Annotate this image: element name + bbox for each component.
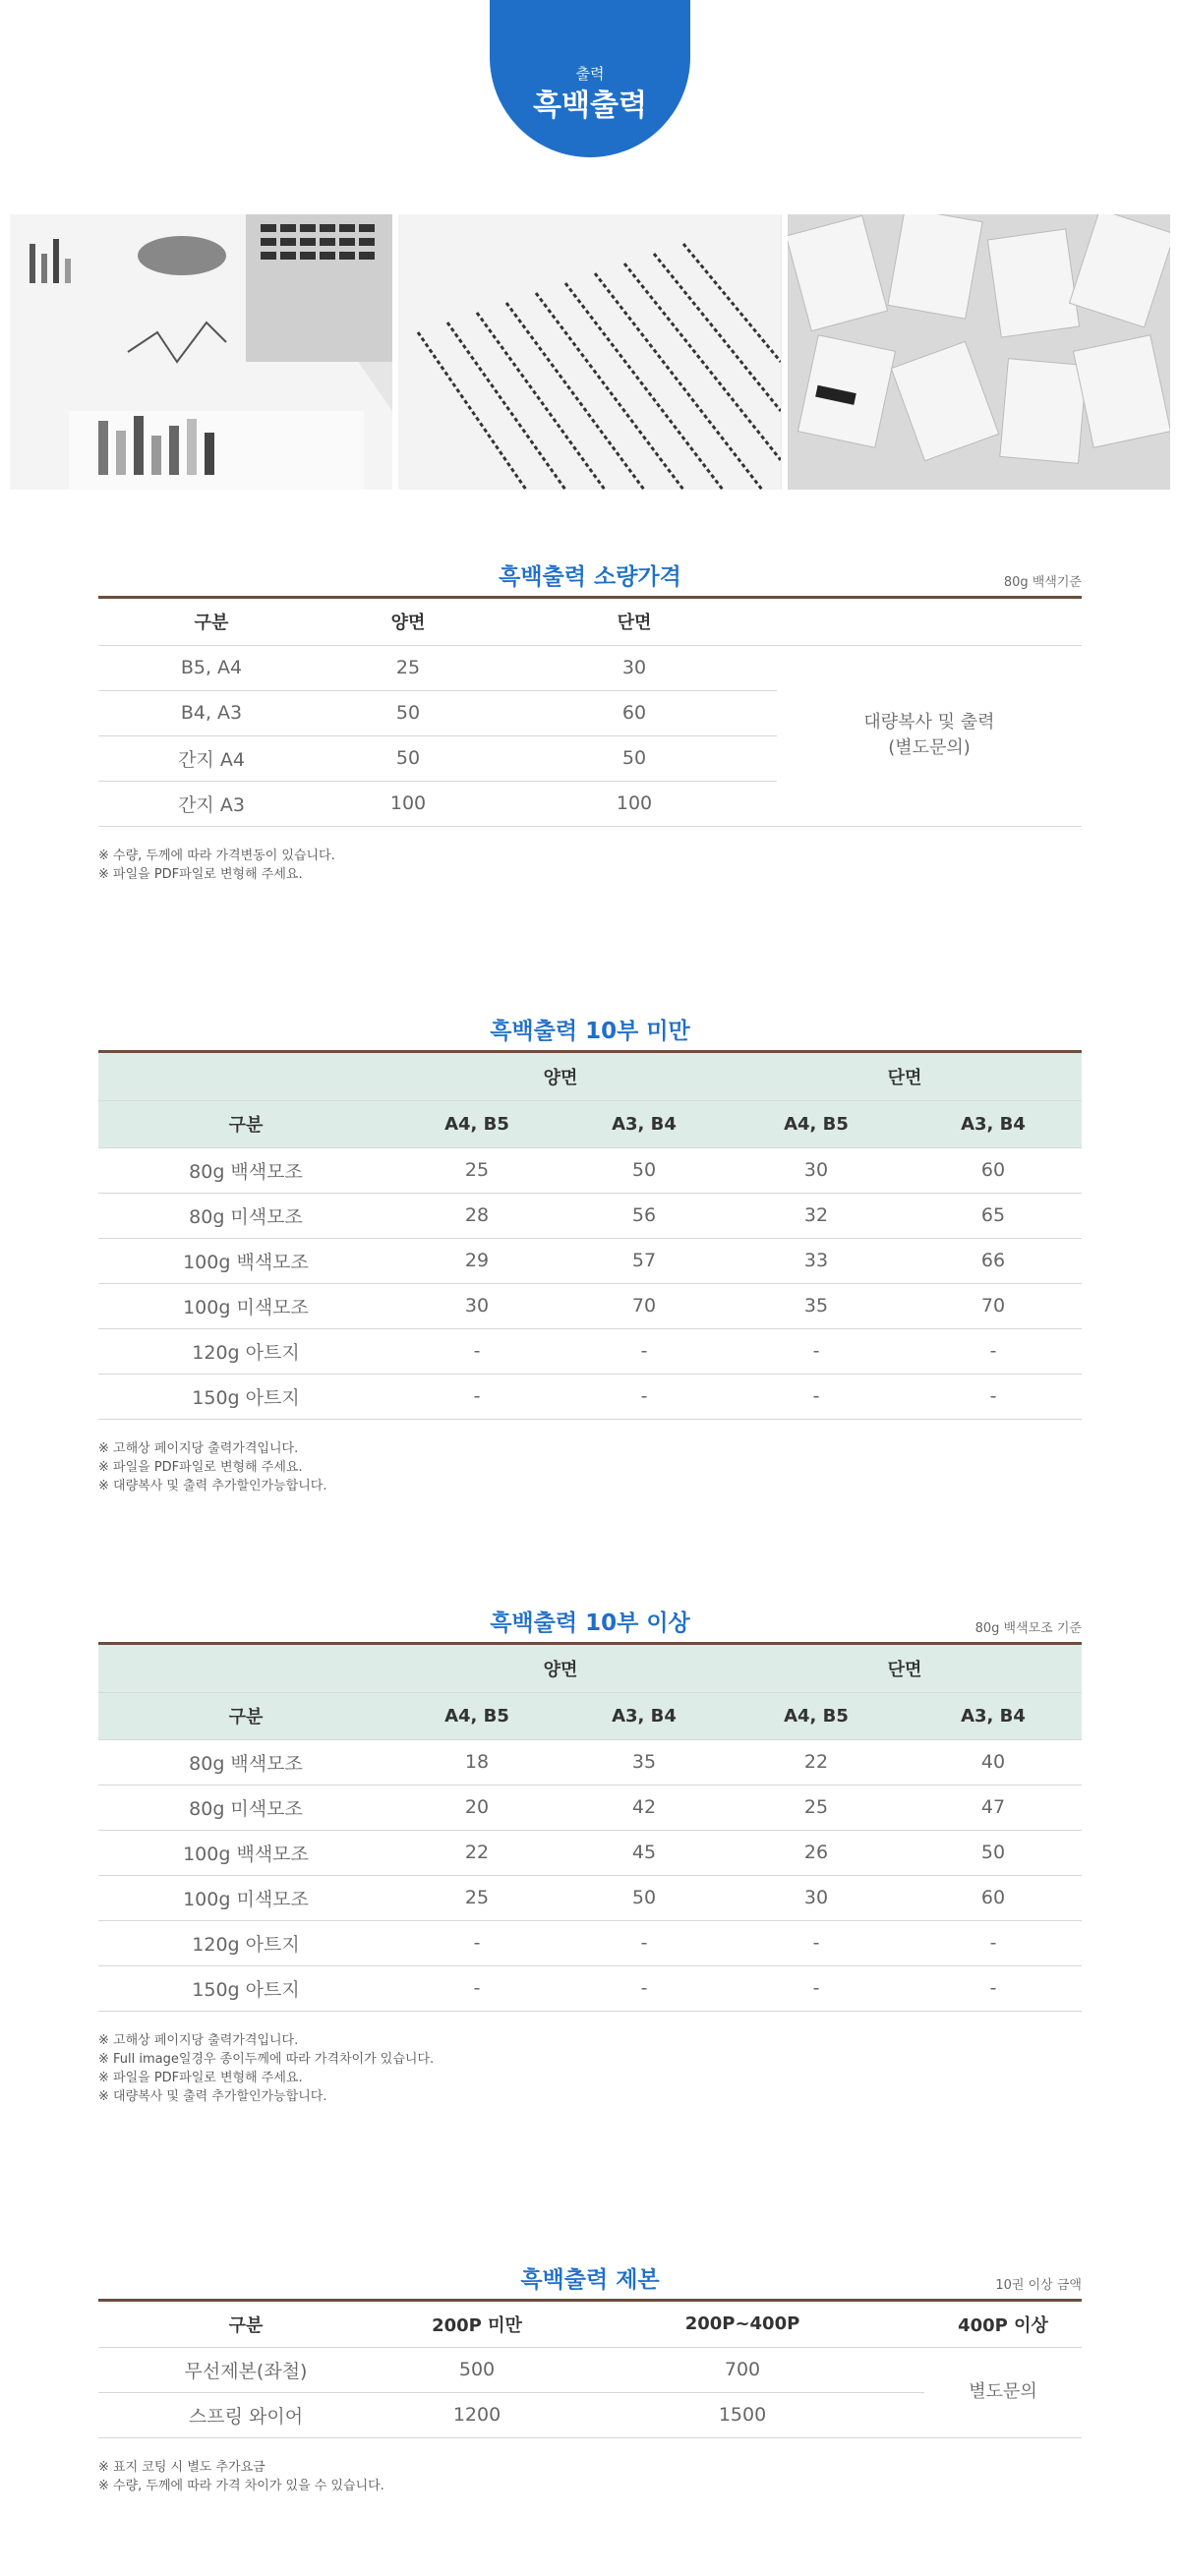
cell: 간지 A3 [98,781,324,826]
notes [98,2031,1082,2106]
cell: - [905,1920,1082,1965]
header-double-sided: 양면 [393,1053,728,1100]
header-under-200p: 200P 미만 [393,2302,560,2347]
bulk-inquiry-cell [777,645,1082,826]
header-empty [98,1053,393,1100]
note-line: ※ Full image일경우 종이두께에 따라 가격차이가 있습니다. [98,2051,435,2067]
header-double-sided: 양면 [324,599,492,645]
table-row [98,1920,1082,1965]
under-10-copies-table [98,1053,1082,1420]
cell: - [393,1920,560,1965]
table-row [98,1193,1082,1238]
table-row [98,1283,1082,1328]
table-row [98,1147,1082,1193]
cell: 50 [560,1147,728,1193]
table-row [98,1965,1082,2011]
header-size: A4, B5 [393,1692,560,1739]
cell: 60 [905,1147,1082,1193]
over-10-copies-table [98,1645,1082,2012]
cell: 70 [560,1283,728,1328]
under-10-copies-section [98,1013,1082,1495]
cell: 50 [492,735,777,781]
cell: 50 [324,690,492,735]
cell: 60 [492,690,777,735]
category-label: 출력 [575,65,605,83]
cell: 150g 아트지 [98,1374,393,1419]
cell: 50 [324,735,492,781]
cell: 26 [728,1830,905,1875]
section-title: 흑백출력 소량가격 [499,564,681,590]
cell: 66 [905,1238,1082,1283]
header-single-sided: 단면 [728,1053,1082,1100]
cell: - [728,1920,905,1965]
cell: - [560,1965,728,2011]
section-note: 80g 백색모조 기준 [974,1621,1082,1636]
page-title-badge [490,0,690,157]
table-row [98,1374,1082,1419]
page-title: 흑백출력 [533,88,647,123]
note-line: ※ 대량복사 및 출력 추가할인가능합니다. [98,2088,327,2104]
table-row [98,1830,1082,1875]
section-note: 10권 이상 금액 [995,2278,1082,2293]
cell: 80g 백색모조 [98,1739,393,1785]
cell: 100g 백색모조 [98,1238,393,1283]
cell: - [393,1374,560,1419]
cell: - [728,1965,905,2011]
cell: 100g 미색모조 [98,1283,393,1328]
section-title: 흑백출력 제본 [520,2267,660,2293]
cell: B5, A4 [98,645,324,690]
cell: 32 [728,1193,905,1238]
cell: 100g 미색모조 [98,1875,393,1920]
cell: 65 [905,1193,1082,1238]
section-note: 80g 백색기준 [1003,575,1082,590]
cell: - [728,1374,905,1419]
note-line: ※ 고해상 페이지당 출력가격입니다. [98,1440,299,1456]
cell: 120g 아트지 [98,1328,393,1374]
cell: 25 [393,1147,560,1193]
header-200-400p: 200P~400P [560,2302,924,2347]
header-category: 구분 [98,599,324,645]
header-size: A3, B4 [905,1692,1082,1739]
notes [98,847,1082,884]
cell: 700 [560,2347,924,2392]
cell: - [560,1328,728,1374]
section-title: 흑백출력 10부 미만 [490,1019,690,1044]
table-row [98,1875,1082,1920]
table-row [98,2347,1082,2392]
header-category: 구분 [98,1692,393,1739]
binding-price-table [98,2302,1082,2438]
cell: 50 [560,1875,728,1920]
cell: 70 [905,1283,1082,1328]
note-line: ※ 대량복사 및 출력 추가할인가능합니다. [98,1478,327,1493]
table-row [98,645,1082,690]
note-line: ※ 파일을 PDF파일로 변형해 주세요. [98,866,303,882]
cell: 25 [324,645,492,690]
scattered-papers-photo [788,214,1170,490]
note-line: ※ 파일을 PDF파일로 변형해 주세요. [98,1459,303,1475]
cell: 60 [905,1875,1082,1920]
cell: 120g 아트지 [98,1920,393,1965]
header-size: A3, B4 [560,1100,728,1147]
table-row [98,1328,1082,1374]
binding-price-section [98,2261,1082,2495]
table-row [98,1785,1082,1830]
bulk-inquiry-line2: (별도문의) [888,737,971,758]
cell: - [560,1374,728,1419]
cell: 30 [728,1147,905,1193]
small-volume-price-section [98,558,1082,884]
cell: 30 [728,1875,905,1920]
cell: 100 [492,781,777,826]
cell: - [905,1374,1082,1419]
cell: 28 [393,1193,560,1238]
cell: 33 [728,1238,905,1283]
cell: 40 [905,1739,1082,1785]
header-category: 구분 [98,2302,393,2347]
header-size: A3, B4 [905,1100,1082,1147]
cell: 30 [393,1283,560,1328]
cell: 스프링 와이어 [98,2392,393,2437]
cell: - [393,1328,560,1374]
note-line: ※ 파일을 PDF파일로 변형해 주세요. [98,2070,303,2085]
separate-inquiry-cell: 별도문의 [924,2347,1082,2437]
header-category: 구분 [98,1100,393,1147]
notes [98,1439,1082,1495]
header-size: A4, B5 [393,1100,560,1147]
over-10-copies-section [98,1605,1082,2106]
cell: 45 [560,1830,728,1875]
cell: 100g 백색모조 [98,1830,393,1875]
cell: - [393,1965,560,2011]
cell: 무선제본(좌철) [98,2347,393,2392]
photo-strip [10,214,1170,490]
bulk-inquiry-line1: 대량복사 및 출력 [863,712,995,732]
cell: - [905,1965,1082,2011]
cell: 20 [393,1785,560,1830]
cell: 500 [393,2347,560,2392]
cell: 42 [560,1785,728,1830]
header-single-sided: 단면 [728,1645,1082,1692]
cell: 56 [560,1193,728,1238]
section-title: 흑백출력 10부 이상 [490,1610,690,1636]
note-line: ※ 고해상 페이지당 출력가격입니다. [98,2032,299,2048]
cell: - [905,1328,1082,1374]
cell: 22 [728,1739,905,1785]
note-line: ※ 수량, 두께에 따라 가격변동이 있습니다. [98,848,335,863]
header-empty [98,1645,393,1692]
cell: - [728,1328,905,1374]
notes [98,2458,1082,2495]
cell: 25 [393,1875,560,1920]
cell: 1500 [560,2392,924,2437]
header-empty [777,599,1082,645]
cell: 25 [728,1785,905,1830]
printed-text-closeup-photo [398,214,781,490]
header-double-sided: 양면 [393,1645,728,1692]
cell: 30 [492,645,777,690]
cell: 35 [560,1739,728,1785]
cell: 80g 미색모조 [98,1785,393,1830]
cell: 50 [905,1830,1082,1875]
note-line: ※ 표지 코팅 시 별도 추가요금 [98,2459,266,2475]
note-line: ※ 수량, 두께에 따라 가격 차이가 있을 수 있습니다. [98,2478,384,2493]
cell: 1200 [393,2392,560,2437]
table-row [98,1739,1082,1785]
office-documents-photo [10,214,392,490]
cell: 22 [393,1830,560,1875]
cell: 150g 아트지 [98,1965,393,2011]
header-size: A4, B5 [728,1692,905,1739]
cell: 29 [393,1238,560,1283]
small-volume-price-table [98,599,1082,827]
cell: 80g 미색모조 [98,1193,393,1238]
cell: 57 [560,1238,728,1283]
header-size: A4, B5 [728,1100,905,1147]
cell: B4, A3 [98,690,324,735]
cell: 47 [905,1785,1082,1830]
cell: 간지 A4 [98,735,324,781]
table-row [98,1238,1082,1283]
header-single-sided: 단면 [492,599,777,645]
cell: 80g 백색모조 [98,1147,393,1193]
cell: - [560,1920,728,1965]
cell: 35 [728,1283,905,1328]
header-size: A3, B4 [560,1692,728,1739]
cell: 100 [324,781,492,826]
header-over-400p: 400P 이상 [924,2302,1082,2347]
cell: 18 [393,1739,560,1785]
